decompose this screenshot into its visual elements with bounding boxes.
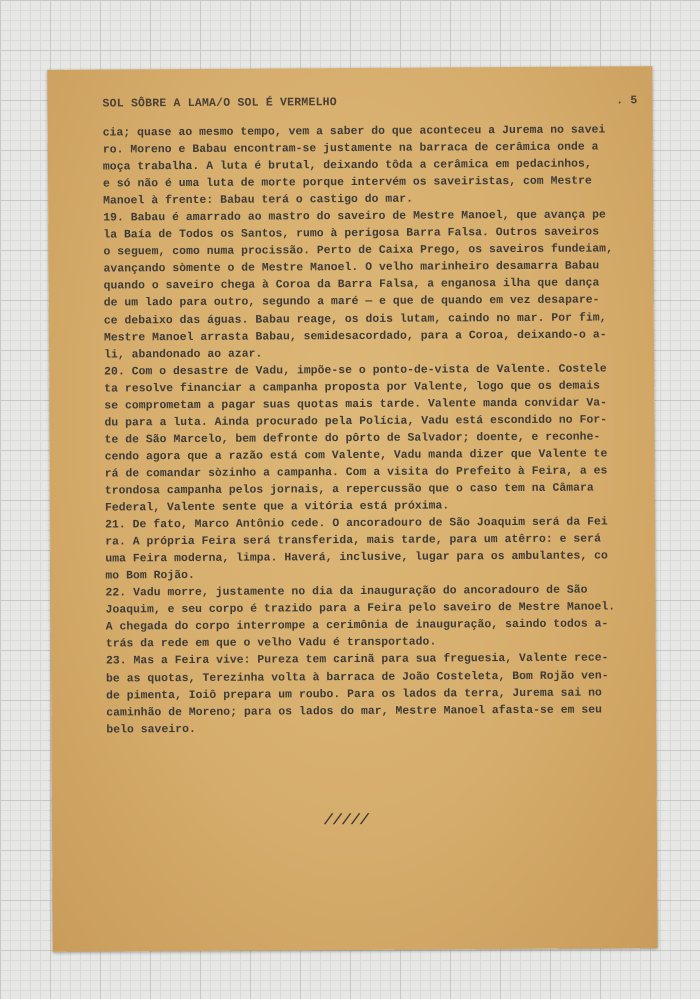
text-line: li, abandonado ao azar. bbox=[104, 348, 263, 362]
text-line: te de São Marcelo, bem defronte do pôrto de Salvador; doente, e reconhe- bbox=[104, 431, 601, 447]
text-line: rá de comandar sòzinho a campanha. Com a visita do Prefeito à Feira, a es bbox=[104, 465, 608, 481]
text-line: Manoel à frente: Babau terá o castigo do mar. bbox=[103, 193, 414, 208]
text-line: 19. Babau é amarrado ao mastro do saveiro de Mestre Manoel, que avança pe bbox=[103, 209, 606, 225]
text-line: la Baía de Todos os Santos, rumo à perigosa Barra Falsa. Outros saveiros bbox=[103, 226, 600, 242]
text-line: 23. Mas a Feira vive: Pureza tem carinã para sua freguesia, Valente rece- bbox=[105, 652, 609, 668]
end-mark: ///// bbox=[323, 811, 369, 830]
text-line: cia; quase ao mesmo tempo, vem a saber do que aconteceu a Jurema no savei bbox=[102, 124, 606, 140]
text-line: mo Bom Rojão. bbox=[105, 570, 195, 583]
text-line: cendo agora que a razão está com Valente, Vadu manda dizer que Valente te bbox=[104, 448, 608, 464]
text-line: ro. Moreno e Babau encontram-se justamente na barraca de cerâmica onde a bbox=[102, 141, 599, 157]
text-line: A chegada do corpo interrompe a cerimônia de inauguração, saindo todos a- bbox=[105, 618, 609, 634]
text-line: be as quotas, Terezinha volta à barraca de João Costeleta, Bom Rojão ven- bbox=[105, 669, 609, 686]
text-line: Federal, Valente sente que a vitória está próxima. bbox=[104, 500, 450, 515]
text-line: moça trabalha. A luta é brutal, deixando tôda a cerâmica em pedacinhos, bbox=[102, 158, 592, 174]
page-number: . 5 bbox=[616, 94, 638, 108]
text-line: o seguem, como numa procissão. Perto de Caixa Prego, os saveiros fundeiam, bbox=[103, 243, 613, 259]
page-header bbox=[102, 94, 637, 110]
running-title: SOL SÔBRE A LAMA/O SOL É VERMELHO bbox=[102, 96, 337, 111]
text-line: trondosa campanha pelos jornais, a repercussão que o caso tem na Câmara bbox=[104, 482, 594, 498]
typewritten-page bbox=[47, 66, 657, 952]
text-line: du para a luta. Ainda procurado pela Polícia, Vadu está escondido no For- bbox=[104, 414, 608, 430]
text-line: ta resolve financiar a campanha proposta por Valente, logo que os demais bbox=[104, 380, 601, 396]
text-line: trás da rede em que o velho Vadu é transportado. bbox=[105, 636, 437, 651]
text-line: e só não é uma luta de morte porque intervém os saveiristas, com Mestre bbox=[102, 175, 592, 191]
body-text bbox=[103, 122, 647, 739]
text-line: uma Feira moderna, limpa. Haverá, inclusive, lugar para os ambulantes, co bbox=[105, 550, 608, 566]
text-line: ce debaixo das águas. Babau reage, os dois lutam, caindo no mar. Por fim, bbox=[103, 311, 607, 328]
text-line: Mestre Manoel arrasta Babau, semidesacordado, para a Coroa, deixando-o a- bbox=[103, 329, 607, 345]
text-line: 22. Vadu morre, justamente no dia da inauguração do ancoradouro de São bbox=[105, 584, 588, 600]
text-line: 21. De fato, Marco Antônio cede. O ancoradouro de São Joaquim será da Fei bbox=[105, 516, 608, 532]
text-line: belo saveiro. bbox=[106, 723, 196, 737]
text-line: quando o saveiro chega à Coroa da Barra Falsa, a enganosa ilha que dança bbox=[103, 277, 600, 293]
text-line: se comprometam a pagar suas quotas mais tarde. Valente manda convidar Va- bbox=[104, 397, 608, 413]
text-line: ra. A própria Feira será transferida, mais tarde, para um atêrro: e será bbox=[105, 533, 601, 549]
text-line: caminhão de Moreno; para os lados do mar, Mestre Manoel afasta-se em seu bbox=[106, 704, 603, 720]
text-line: avançando sòmente o de Mestre Manoel. O velho marinheiro desamarra Babau bbox=[103, 260, 600, 276]
text-line: de pimenta, Ioiô prepara um roubo. Para os lados da terra, Jurema sai no bbox=[106, 687, 602, 703]
text-line: de um lado para outro, segundo a maré — e que de quando em vez desapare- bbox=[103, 294, 600, 310]
text-line: 20. Com o desastre de Vadu, impõe-se o ponto-de-vista de Valente. Costele bbox=[104, 363, 607, 379]
text-line: Joaquim, e seu corpo é trazido para a Feira pelo saveiro de Mestre Manoel. bbox=[105, 601, 616, 617]
